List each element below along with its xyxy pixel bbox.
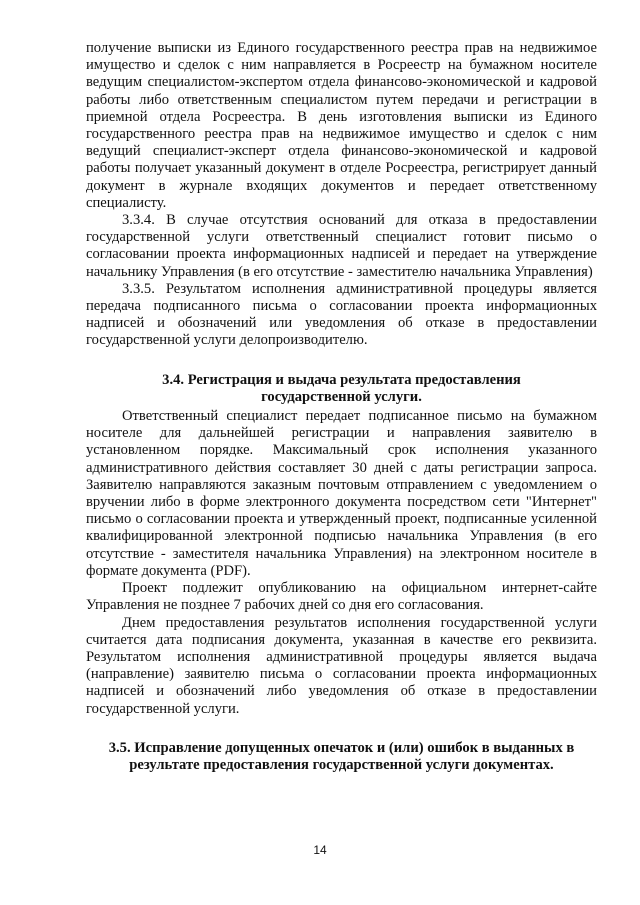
paragraph-3-4-result-date: Днем предоставления результатов исполнения государственной услуги считается дата подписания документа, указанная в качестве его реквизита. Результатом исполнения административной процедуры является выдача (направление) заявителю письма о согласовании проекта информационных надписей и обозначений либо уведомления об отказе в предоставлении государственной услуги.: [86, 614, 597, 717]
section-heading-3-4: 3.4. Регистрация и выдача результата предоставления государственной услуги.: [162, 371, 521, 405]
document-page: [86, 40, 597, 774]
paragraph-3-4-publication: Проект подлежит опубликованию на официальном интернет-сайте Управления не позднее 7 рабочих дней со дня его согласования.: [86, 580, 597, 614]
paragraph-3-4-transfer: Ответственный специалист передает подписанное письмо на бумажном носителе для дальнейшей регистрации и направления заявителю в установленном порядке. Максимальный срок исполнения указанного административного действия составляет 30 дней с даты регистрации запроса. Заявителю направляются заказным почтовым отправлением с уведомлением о вручении либо в форме электронного документа посредством сети "Интернет" письмо о согласовании проекта и утвержденный проект, подписанные усиленной квалифицированной электронной подписью начальника Управления (в его отсутствие - заместителя начальника Управления) на электронном носителе в формате документа (PDF).: [86, 408, 597, 579]
paragraph-rosreestr-extract: получение выписки из Единого государственного реестра прав на недвижимое имущество и сделок с ним направляется в Росреестр на бумажном носителе ведущим специалистом-экспертом отдела финансово-экономической и кадровой работы либо ответственным специалистом путем передачи и регистрации в приемной отдела Росреестра. В день изготовления выписки из Единого государственного реестра прав на недвижимое имущество и сделок с ним ведущий специалист-эксперт отдела финансово-экономической и кадровой работы получает указанный документ в отделе Росреестра, регистрирует данный документ в журнале входящих документов и передает ответственному специалисту.: [86, 40, 597, 211]
paragraph-3-3-4: 3.3.4. В случае отсутствия оснований для отказа в предоставлении государственной услуги ответственный специалист готовит письмо о согласовании проекта информационных надписей и передает на утверждение начальнику Управления (в его отсутствие - заместителю начальника Управления): [86, 212, 597, 280]
page-number: 14: [313, 843, 327, 857]
paragraph-3-3-5: 3.3.5. Результатом исполнения административной процедуры является передача подписанного письма о согласовании проекта информационных надписей и обозначений или уведомления об отказе в предоставлении государственной услуги делопроизводителю.: [86, 280, 597, 349]
section-heading-3-5: 3.5. Исправление допущенных опечаток и (или) ошибок в выданных в результате предоставления государственной услуги документах.: [108, 739, 575, 773]
